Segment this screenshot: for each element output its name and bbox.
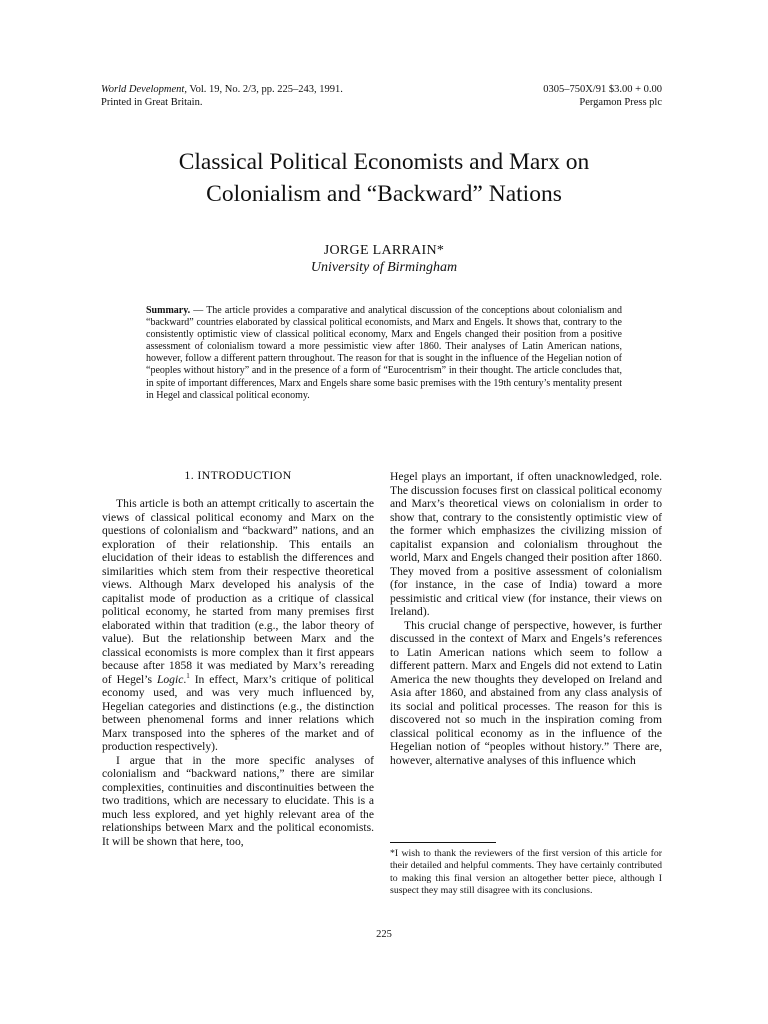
citation-line xyxy=(101,83,431,96)
title-line-1: Classical Political Economists and Marx on xyxy=(178,149,590,175)
paragraph-text: In effect, Marx’s critique of political economy used, and was very much influenced by, Hegelian categories and distinctions (e.g., the distinction between phenomenal forms and inner relations which Marx transposed into the spheres of the market and of production respectively). xyxy=(102,672,374,753)
footnote: *I wish to thank the reviewers of the first version of this article for their detailed and helpful comments. They have certainly contributed to making this final version an altogether better piece, although I suspect they may still disagree with its conclusions. xyxy=(390,848,662,897)
section-heading: 1. INTRODUCTION xyxy=(184,468,292,482)
paragraph: I argue that in the more specific analyses of colonialism and “backward nations,” there are similar complexities, continuities and discontinuities between the two traditions, which are necessary to elucidate. This is a much less explored, and yet highly relevant area of the relationships between Marx and the political economists. It will be shown that here, too, xyxy=(102,753,374,848)
footnote-divider xyxy=(390,842,496,843)
article-title xyxy=(60,146,708,210)
paragraph-text: . xyxy=(183,672,187,686)
printed-in: Printed in Great Britain. xyxy=(101,97,203,108)
summary-text: — The article provides a comparative and analytical discussion of the conceptions about colonialism and “backward” countries elaborated by classical political economists, and Marx and Engels. It shows that, contrary to the consistently optimistic view of classical political economy, Marx and Engels changed their position from a positive assessment of colonialism toward a more pessimistic view after 1860. Their analyses of Latin American nations, however, follow a different pattern throughout. The reason for that is sought in the influence of the Hegelian notion of “peoples without history” and in the presence of a form of “Eurocentrism” in their thought. The article concludes that, in spite of important differences, Marx and Engels share some basic premises with the 19th century’s mentality present in Hegel and classical political economy. xyxy=(146,305,622,401)
paragraph: This crucial change of perspective, however, is further discussed in the context of Marx and Engels’s references to Latin American nations which seem to follow a different pattern. Marx and Engels did not extend to Latin America the new thoughts they developed on Ireland and Asia after 1860, and abstained from any class analysis of its social and political processes. The reason for this is discovered not so much in the inspiration coming from classical political economy as in the influence of the Hegelian notion of “peoples without history.” There are, however, alternative analyses of this influence which xyxy=(390,618,662,767)
title-line-2: Colonialism and “Backward” Nations xyxy=(206,181,562,207)
issn-price: 0305–750X/91 $3.00 + 0.00 xyxy=(543,84,662,95)
volume-pages: , Vol. 19, No. 2/3, pp. 225–243, 1991. xyxy=(184,84,343,95)
publisher-name: Pergamon Press plc xyxy=(579,97,662,108)
paragraph: Hegel plays an important, if often unacknowledged, role. The discussion focuses first on classical political economy and Marx’s theoretical views on colonialism in order to show that, contrary to the consistently optimistic view of the former which emphasizes the civilizing mission of capitalist expansion and colonialism throughout the world, Marx and Engels changed their position after 1860. They moved from a positive assessment of colonialism (for instance, in the case of India) toward a more pessimistic and critical view (for instance, their views on Ireland). xyxy=(390,470,662,618)
paragraph-text: This article is both an attempt critically to ascertain the views of classical political economy and Marx on the questions of colonialism and “backward” nations, and an exploration of their relationship. This entails an elucidation of their ideas to establish the differences and similarities which stem from their respective theoretical views. Although Marx developed his analysis of the capitalist mode of production as a critique of classical political economy, he started from many premises first elaborated within that tradition (e.g., the labor theory of value). But the relationship between Marx and the classical economists is more complex than it first appears because after 1858 it was mediated by Marx’s rereading of Hegel’s xyxy=(102,497,374,686)
abstract xyxy=(146,305,622,402)
body-column-right xyxy=(390,470,662,767)
paragraph xyxy=(102,497,374,754)
author-affiliation: University of Birmingham xyxy=(310,260,458,275)
page-number: 225 xyxy=(376,929,392,940)
summary-label: Summary. xyxy=(146,305,191,316)
journal-citation xyxy=(101,83,431,109)
publisher-info xyxy=(430,83,662,109)
body-column-left xyxy=(102,497,374,848)
logic-italic: Logic xyxy=(156,672,184,686)
footnote-ref: 1 xyxy=(186,671,190,680)
author-name: JORGE LARRAIN* xyxy=(323,243,445,258)
journal-name: World Development xyxy=(101,84,185,95)
